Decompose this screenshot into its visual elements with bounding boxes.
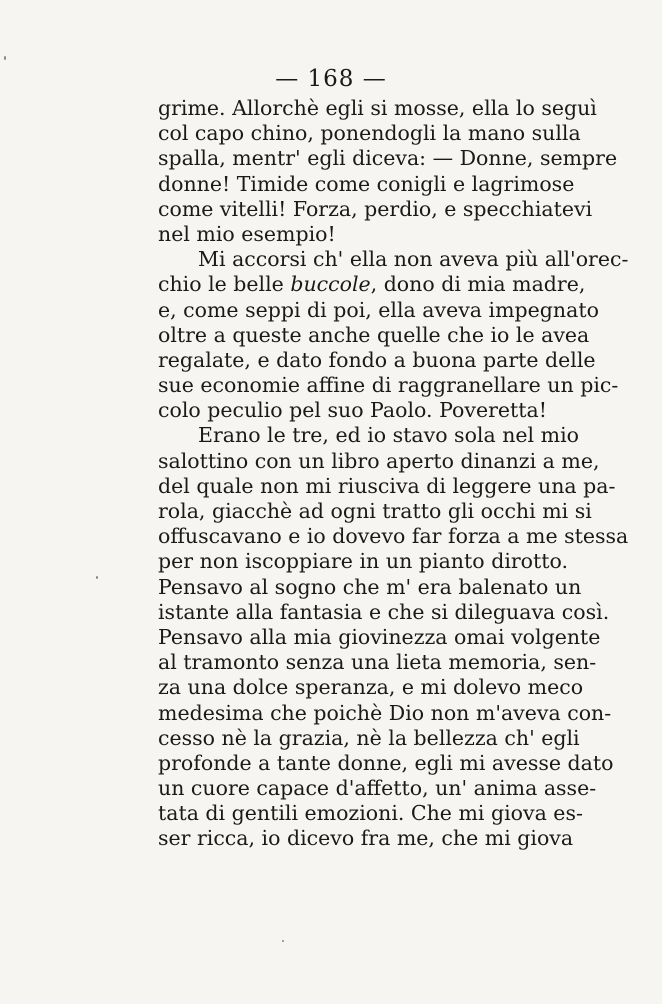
text-line: un cuore capace d'affetto, un' anima asse- (158, 776, 597, 801)
page-number: — 168 — (275, 66, 387, 92)
text-line: col capo chino, ponendogli la mano sulla (158, 121, 581, 146)
text-line: come vitelli! Forza, perdio, e specchiatevi (158, 196, 593, 221)
text-line: Erano le tre, ed io stavo sola nel mio (198, 423, 579, 448)
text-line: nel mio esempio! (158, 221, 336, 246)
text-line: istante alla fantasia e che si dileguava così. (158, 599, 610, 624)
italic-word: buccole (290, 272, 371, 297)
text-line: offuscavano e io dovevo far forza a me stessa (158, 524, 629, 549)
text-line: rola, giacchè ad ogni tratto gli occhi mi si (158, 499, 592, 523)
text-line: chio le belle buccole, dono di mia madre, (158, 272, 586, 297)
paper-speck (96, 576, 98, 579)
body-text (158, 96, 629, 852)
text-line-with-italic (158, 272, 586, 297)
text-line: sue economie affine di raggranellare un pic- (158, 373, 619, 398)
text-line: ser ricca, io dicevo fra me, che mi giova (158, 826, 574, 851)
text-line: per non iscoppiare in un pianto dirotto. (158, 549, 568, 574)
text-line: donne! Timide come conigli e lagrimose (158, 171, 575, 196)
text-line: Mi accorsi ch' ella non aveva più all'orec- (198, 247, 629, 272)
text-line: oltre a queste anche quelle che io le avea (158, 322, 590, 347)
text-line: tata di gentili emozioni. Che mi giova es- (158, 801, 583, 826)
text-line: medesima che poichè Dio non m'aveva con- (158, 700, 612, 725)
text-line: al tramonto senza una lieta memoria, sen- (158, 650, 597, 675)
text-line: grime. Allorchè egli si mosse, ella lo seguì (158, 96, 597, 120)
text-line: profonde a tante donne, egli mi avesse dato (158, 750, 614, 775)
text-line: salottino con un libro aperto dinanzi a me, (158, 448, 600, 473)
text-line: colo peculio pel suo Paolo. Poveretta! (158, 398, 547, 423)
text-line: za una dolce speranza, e mi dolevo meco (158, 675, 584, 700)
text-line: regalate, e dato fondo a buona parte delle (158, 347, 596, 372)
text-line: e, come seppi di poi, ella aveva impegnato (158, 297, 599, 322)
text-line: Pensavo alla mia giovinezza omai volgente (158, 624, 601, 649)
text-line: del quale non mi riusciva di leggere una pa- (158, 473, 616, 498)
paper-speck (4, 56, 6, 60)
text-line: Pensavo al sogno che m' era balenato un (158, 574, 582, 599)
paper-speck (282, 940, 284, 942)
text-line: spalla, mentr' egli diceva: — Donne, sempre (158, 146, 618, 171)
text-line: cesso nè la grazia, nè la bellezza ch' egli (158, 725, 580, 750)
